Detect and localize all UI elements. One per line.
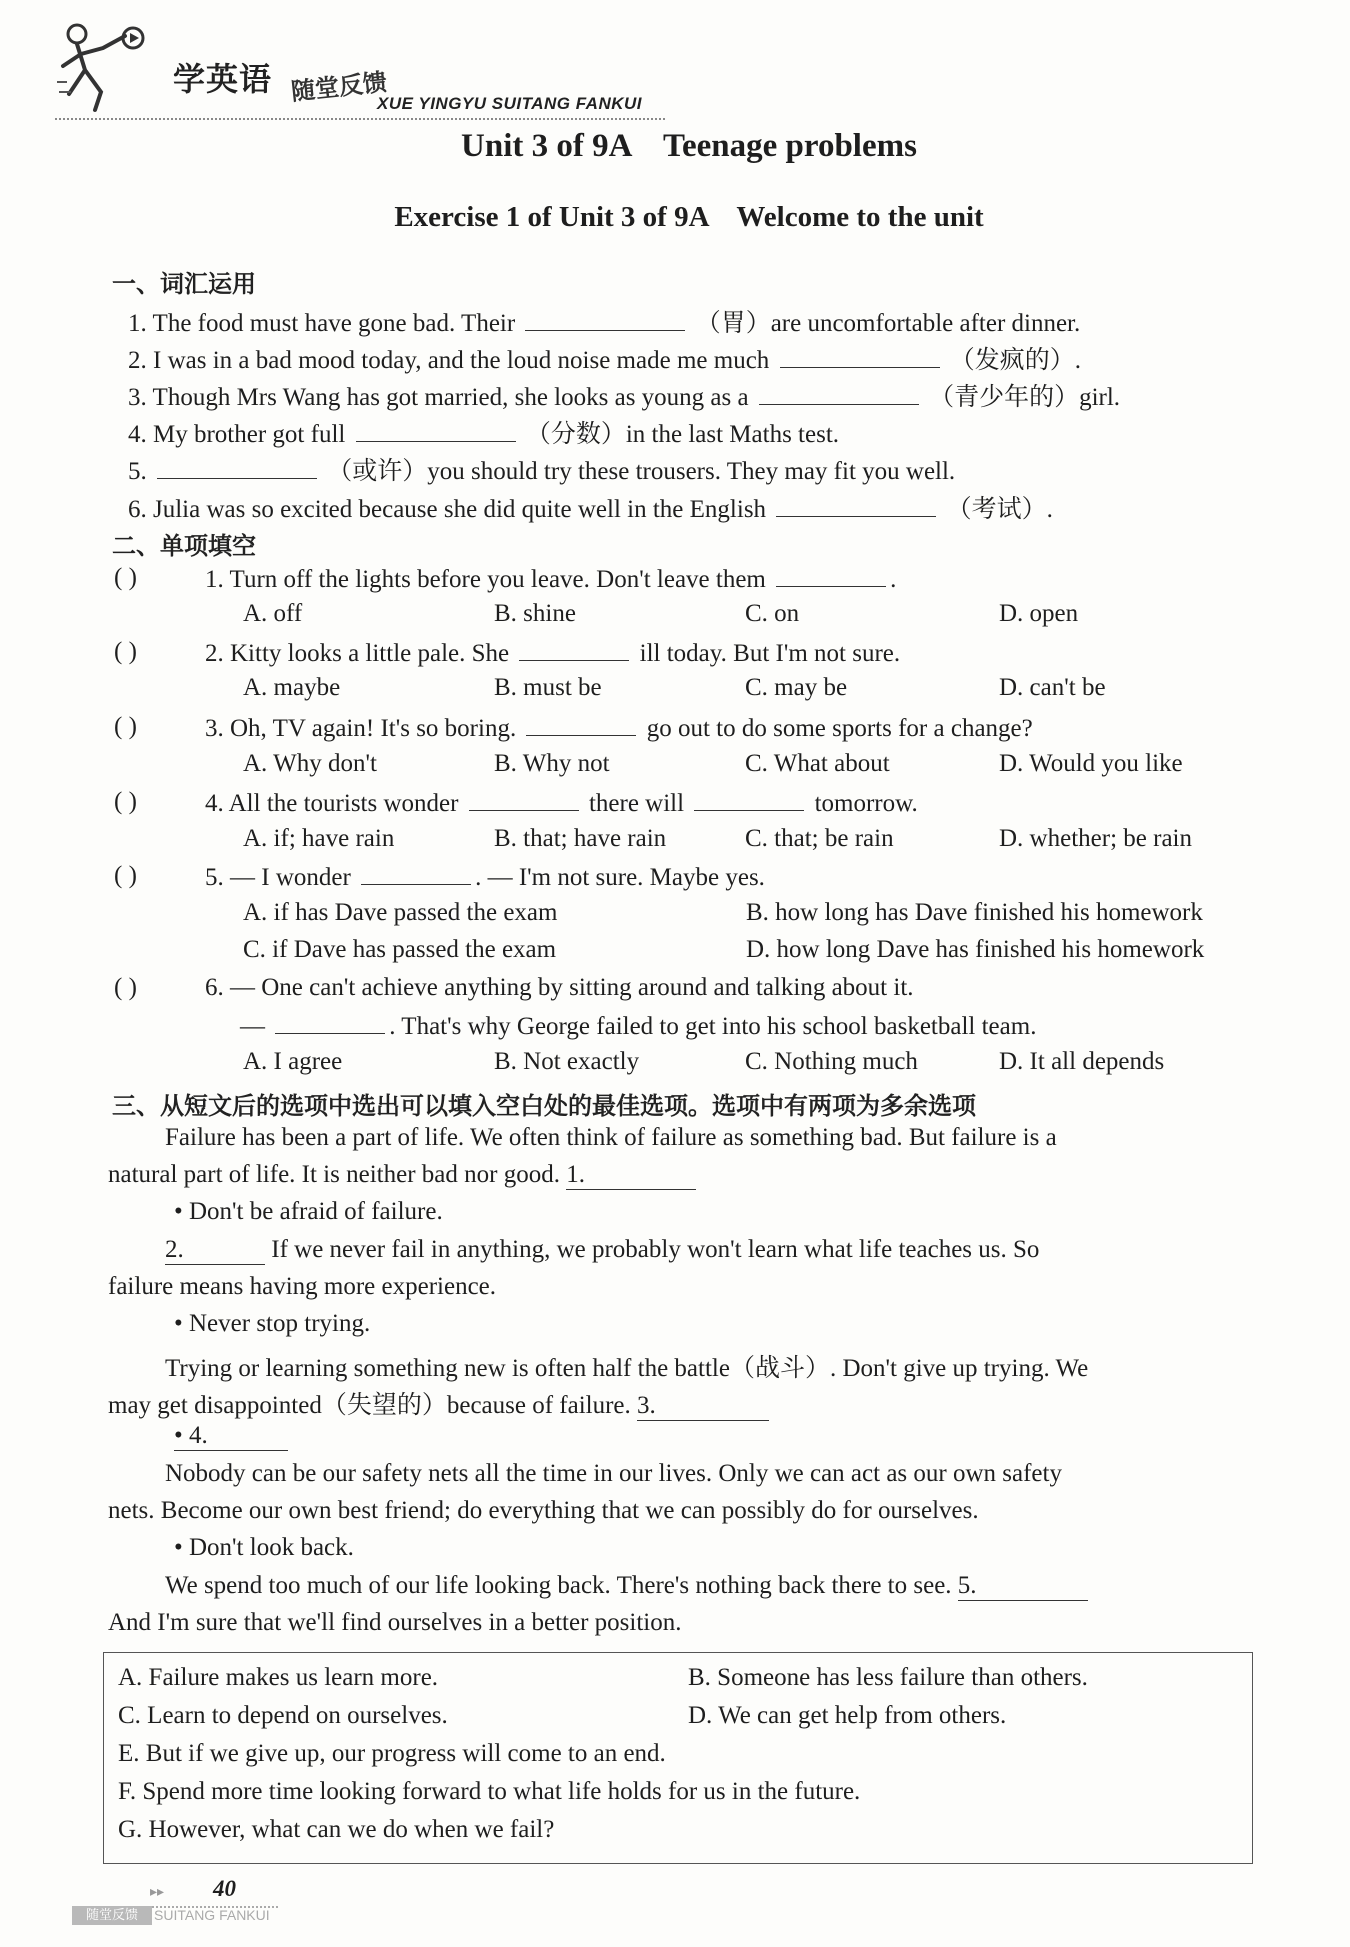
question-text: .	[890, 566, 897, 593]
option-a: A. I agree	[243, 1048, 343, 1075]
option-b: B. how long has Dave finished his homework	[746, 899, 1203, 926]
unit-title: Unit 3 of 9A Teenage problems	[461, 128, 917, 164]
question-text: go out to do some sports for a change?	[646, 715, 1033, 742]
passage-blank-5[interactable]: 5.	[958, 1572, 1088, 1601]
option-a: A. maybe	[243, 674, 341, 701]
option-a: A. if has Dave passed the exam	[243, 899, 558, 926]
answer-paren[interactable]: ( )	[114, 862, 137, 889]
vocab-text: （青少年的）girl.	[929, 384, 1121, 411]
box-option-f: F. Spend more time looking forward to what life holds for us in the future.	[118, 1778, 861, 1805]
header-subtitle: 随堂反馈	[289, 68, 389, 106]
option-c: C. on	[745, 600, 800, 627]
question-text: ill today. But I'm not sure.	[639, 640, 901, 667]
option-b: B. shine	[494, 600, 576, 627]
mc-question-6-line2	[240, 1011, 1036, 1041]
option-d: D. It all depends	[999, 1048, 1165, 1075]
runner-logo-icon	[55, 22, 145, 114]
box-option-e: E. But if we give up, our progress will come to an end.	[118, 1740, 666, 1767]
section3-heading: 三、从短文后的选项中选出可以填入空白处的最佳选项。选项中有两项为多余选项	[112, 1092, 976, 1120]
box-option-b: B. Someone has less failure than others.	[688, 1664, 1088, 1691]
vocab-text: 4. My brother got full	[128, 421, 346, 448]
answer-paren[interactable]: ( )	[114, 713, 137, 740]
question-text: 2. Kitty looks a little pale. She	[205, 640, 510, 667]
box-option-c: C. Learn to depend on ourselves.	[118, 1702, 448, 1729]
answer-blank[interactable]	[157, 456, 317, 479]
vocab-item-4	[128, 414, 839, 450]
exercise-title: Exercise 1 of Unit 3 of 9A Welcome to the unit	[394, 201, 984, 233]
answer-blank[interactable]	[759, 382, 919, 405]
answer-blank	[275, 1011, 385, 1034]
mc-question-2	[205, 638, 900, 668]
vocab-item-2	[128, 340, 1081, 376]
option-c: C. that; be rain	[745, 825, 894, 852]
option-a: A. if; have rain	[243, 825, 395, 852]
passage-line: And I'm sure that we'll find ourselves in a better position.	[108, 1609, 682, 1636]
mc-question-1	[205, 564, 896, 594]
option-d: D. Would you like	[999, 750, 1183, 777]
box-option-g: G. However, what can we do when we fail?	[118, 1816, 555, 1843]
option-c: C. may be	[745, 674, 848, 701]
passage-line	[165, 1572, 1088, 1601]
vocab-text: 2. I was in a bad mood today, and the loud noise made me much	[128, 347, 770, 374]
option-c: C. What about	[745, 750, 890, 777]
option-d: D. whether; be rain	[999, 825, 1192, 852]
section2-heading: 二、单项填空	[112, 532, 256, 560]
vocab-text: （或许）you should try these trousers. They may fit you well.	[327, 458, 956, 485]
question-text: 4. All the tourists wonder	[205, 790, 459, 817]
passage-line: Nobody can be our safety nets all the time in our lives. Only we can act as our own safety	[165, 1460, 1062, 1487]
option-b: B. that; have rain	[494, 825, 667, 852]
header-divider	[55, 118, 665, 120]
answer-blank	[526, 713, 636, 736]
mc-question-6: 6. — One can't achieve anything by sitting around and talking about it.	[205, 974, 914, 1001]
option-b: B. Not exactly	[494, 1048, 640, 1075]
passage-line: Failure has been a part of life. We often think of failure as something bad. But failure is a	[165, 1124, 1057, 1151]
box-option-d: D. We can get help from others.	[688, 1702, 1007, 1729]
passage-blank-2[interactable]: 2.	[165, 1236, 265, 1265]
passage-bullet: • Don't be afraid of failure.	[174, 1198, 443, 1225]
vocab-text: 1. The food must have gone bad. Their	[128, 310, 516, 337]
option-a: A. off	[243, 600, 303, 627]
vocab-item-3	[128, 377, 1120, 413]
option-c: C. if Dave has passed the exam	[243, 936, 557, 963]
answer-blank	[694, 788, 804, 811]
vocab-text: 3. Though Mrs Wang has got married, she looks as young as a	[128, 384, 749, 411]
passage-bullet-blank-4[interactable]	[174, 1422, 288, 1451]
vocab-text: 6. Julia was so excited because she did quite well in the English	[128, 496, 767, 523]
question-text: there will	[588, 790, 685, 817]
option-d: D. open	[999, 600, 1079, 627]
passage-blank-4[interactable]: • 4.	[174, 1422, 288, 1451]
passage-blank-3[interactable]: 3.	[637, 1392, 769, 1421]
option-c: C. Nothing much	[745, 1048, 918, 1075]
question-text: —	[240, 1013, 265, 1040]
question-text: . That's why George failed to get into his school basketball team.	[389, 1013, 1037, 1040]
box-option-a: A. Failure makes us learn more.	[118, 1664, 439, 1691]
options-box	[103, 1652, 1253, 1864]
option-b: B. must be	[494, 674, 602, 701]
answer-paren[interactable]: ( )	[114, 788, 137, 815]
answer-blank	[361, 862, 471, 885]
passage-text: may get disappointed（失望的）because of failure.	[108, 1392, 631, 1419]
passage-bullet: • Never stop trying.	[174, 1310, 371, 1337]
answer-blank	[469, 788, 579, 811]
passage-line: failure means having more experience.	[108, 1273, 497, 1300]
mc-question-3	[205, 713, 1033, 743]
passage-text: We spend too much of our life looking back. There's nothing back there to see.	[165, 1572, 952, 1599]
footer-label: 随堂反馈	[72, 1906, 152, 1925]
header-pinyin: XUE YINGYU SUITANG FANKUI	[377, 94, 643, 113]
page-header	[55, 14, 815, 114]
question-text: 5. — I wonder	[205, 864, 351, 891]
answer-blank	[519, 638, 629, 661]
passage-text: natural part of life. It is neither bad nor good.	[108, 1161, 560, 1188]
passage-blank-1[interactable]: 1.	[566, 1161, 696, 1190]
answer-paren[interactable]: ( )	[114, 564, 137, 591]
vocab-item-6	[128, 489, 1053, 525]
vocab-text: （发疯的）.	[949, 347, 1082, 374]
passage-line: nets. Become our own best friend; do everything that we can possibly do for ourselves.	[108, 1497, 979, 1524]
section1-heading: 一、词汇运用	[112, 270, 256, 298]
answer-paren[interactable]: ( )	[114, 638, 137, 665]
mc-question-5	[205, 862, 765, 892]
question-text: tomorrow.	[814, 790, 918, 817]
passage-line	[165, 1236, 1039, 1265]
answer-blank[interactable]	[776, 494, 936, 517]
answer-blank[interactable]	[356, 419, 516, 442]
option-d: D. can't be	[999, 674, 1106, 701]
vocab-item-1	[128, 303, 1080, 339]
page-number: 40	[213, 1876, 236, 1901]
passage-line: Trying or learning something new is often half the battle（战斗）. Don't give up trying. We	[165, 1355, 1089, 1382]
passage-text: If we never fail in anything, we probably won't learn what life teaches us. So	[271, 1236, 1040, 1263]
page-arrow-icon: ▸▸	[150, 1884, 165, 1900]
answer-blank[interactable]	[780, 345, 940, 368]
mc-question-4	[205, 788, 918, 818]
option-a: A. Why don't	[243, 750, 377, 777]
answer-blank	[776, 564, 886, 587]
question-text: . — I'm not sure. Maybe yes.	[475, 864, 765, 891]
answer-paren[interactable]: ( )	[114, 974, 137, 1001]
footer-pinyin: SUITANG FANKUI	[154, 1907, 270, 1923]
answer-blank[interactable]	[525, 308, 685, 331]
vocab-text: （分数）in the last Maths test.	[525, 421, 840, 448]
header-title: 学英语	[173, 60, 273, 98]
vocab-text: 5.	[128, 458, 147, 485]
passage-bullet: • Don't look back.	[174, 1534, 354, 1561]
vocab-item-5	[128, 451, 955, 487]
vocab-text: （胃）are uncomfortable after dinner.	[695, 310, 1081, 337]
passage-line	[108, 1161, 696, 1190]
option-b: B. Why not	[494, 750, 610, 777]
question-text: 3. Oh, TV again! It's so boring.	[205, 715, 517, 742]
question-text: 1. Turn off the lights before you leave. Don't leave them	[205, 566, 766, 593]
option-d: D. how long Dave has finished his homework	[746, 936, 1205, 963]
vocab-text: （考试）.	[946, 496, 1053, 523]
passage-line	[108, 1385, 769, 1421]
